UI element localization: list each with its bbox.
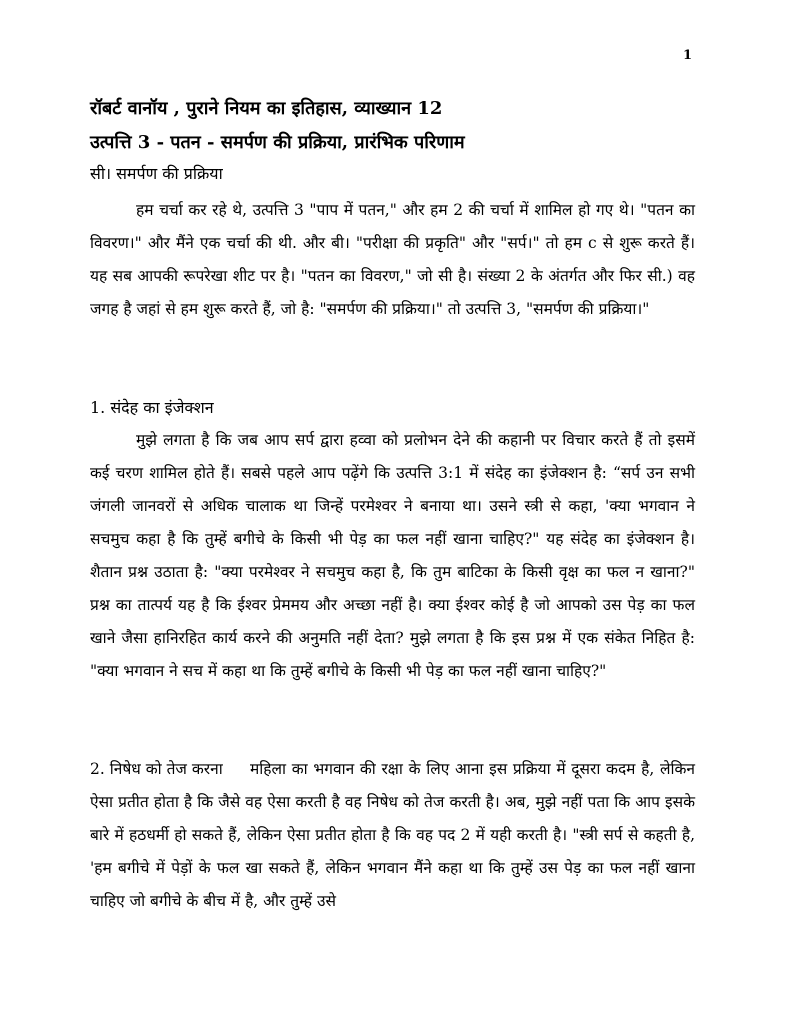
lecture-title: रॉबर्ट वानॉय , पुराने नियम का इतिहास, व्याख्यान 12 <box>90 98 443 119</box>
lecture-subtitle: उत्पत्ति 3 - पतन - समर्पण की प्रक्रिया, प्रारंभिक परिणाम <box>90 132 465 153</box>
paragraph-3-text: महिला का भगवान की रक्षा के लिए आना इस प्रक्रिया में दूसरा कदम है, लेकिन ऐसा प्रतीत होता है कि जैसे वह ऐसा करती है वह निषेध को तेज करती है। अब, मुझे नहीं पता कि आप इसके बारे में हठधर्मी हो सकते हैं, लेकिन ऐसा प्रतीत होता है कि वह पद 2 में यही करती है। "स्त्री सर्प से कहती है, 'हम बगीचे में पेड़ों के फल खा सकते हैं, लेकिन भगवान मैंने कहा था कि तुम्हें उस पेड़ का फल नहीं खाना चाहिए जो बगीचे के बीच में है, और तुम्हें उसे <box>90 760 695 910</box>
paragraph-2: मुझे लगता है कि जब आप सर्प द्वारा हव्वा को प्रलोभन देने की कहानी पर विचार करते हैं तो इसमें कई चरण शामिल होते हैं। सबसे पहले आप पढ़ेंगे कि उत्पत्ति 3:1 में संदेह का इंजेक्शन है: “सर्प उन सभी जंगली जानवरों से अधिक चालाक था जिन्हें परमेश्वर ने बनाया था। उसने स्त्री से कहा, 'क्या भगवान ने सचमुच कहा है कि तुम्हें बगीचे के किसी भी पेड़ का फल नहीं खाना चाहिए?" यह संदेह का इंजेक्शन है। शैतान प्रश्न उठाता है: "क्या परमेश्वर ने सचमुच कहा है, कि तुम बाटिका के किसी वृक्ष का फल न खाना?" प्रश्न का तात्पर्य यह है कि ईश्वर प्रेममय और अच्छा नहीं है। क्या ईश्वर कोई है जो आपको उस पेड़ का फल खाने जैसा हानिरहित कार्य करने की अनुमति नहीं देता? मुझे लगता है कि इस प्रश्न में एक संकेत निहित है: "क्या भगवान ने सच में कहा था कि तुम्हें बगीचे के किसी भी पेड़ का फल नहीं खाना चाहिए?" <box>90 431 695 680</box>
heading-injection-of-doubt: 1. संदेह का इंजेक्शन <box>90 398 214 417</box>
paragraph-1: हम चर्चा कर रहे थे, उत्पत्ति 3 "पाप में पतन," और हम 2 की चर्चा में शामिल हो गए थे। "पतन का विवरण।" और मैंने एक चर्चा की थी. और बी। "परीक्षा की प्रकृति" और "सर्प।" तो हम c से शुरू करते हैं। यह सब आपकी रूपरेखा शीट पर है। "पतन का विवरण," जो सी है। संख्या 2 के अंतर्गत और फिर सी.) वह जगह है जहां से हम शुरू करते हैं, जो है: "समर्पण की प्रक्रिया।" तो उत्पत्ति 3, "समर्पण की प्रक्रिया।" <box>90 201 695 318</box>
heading-intensifying-prohibition: 2. निषेध को तेज करना <box>90 760 223 778</box>
page-number: 1 <box>683 48 693 63</box>
section-heading: सी। समर्पण की प्रक्रिया <box>90 164 223 183</box>
paragraph-3 <box>90 753 695 918</box>
